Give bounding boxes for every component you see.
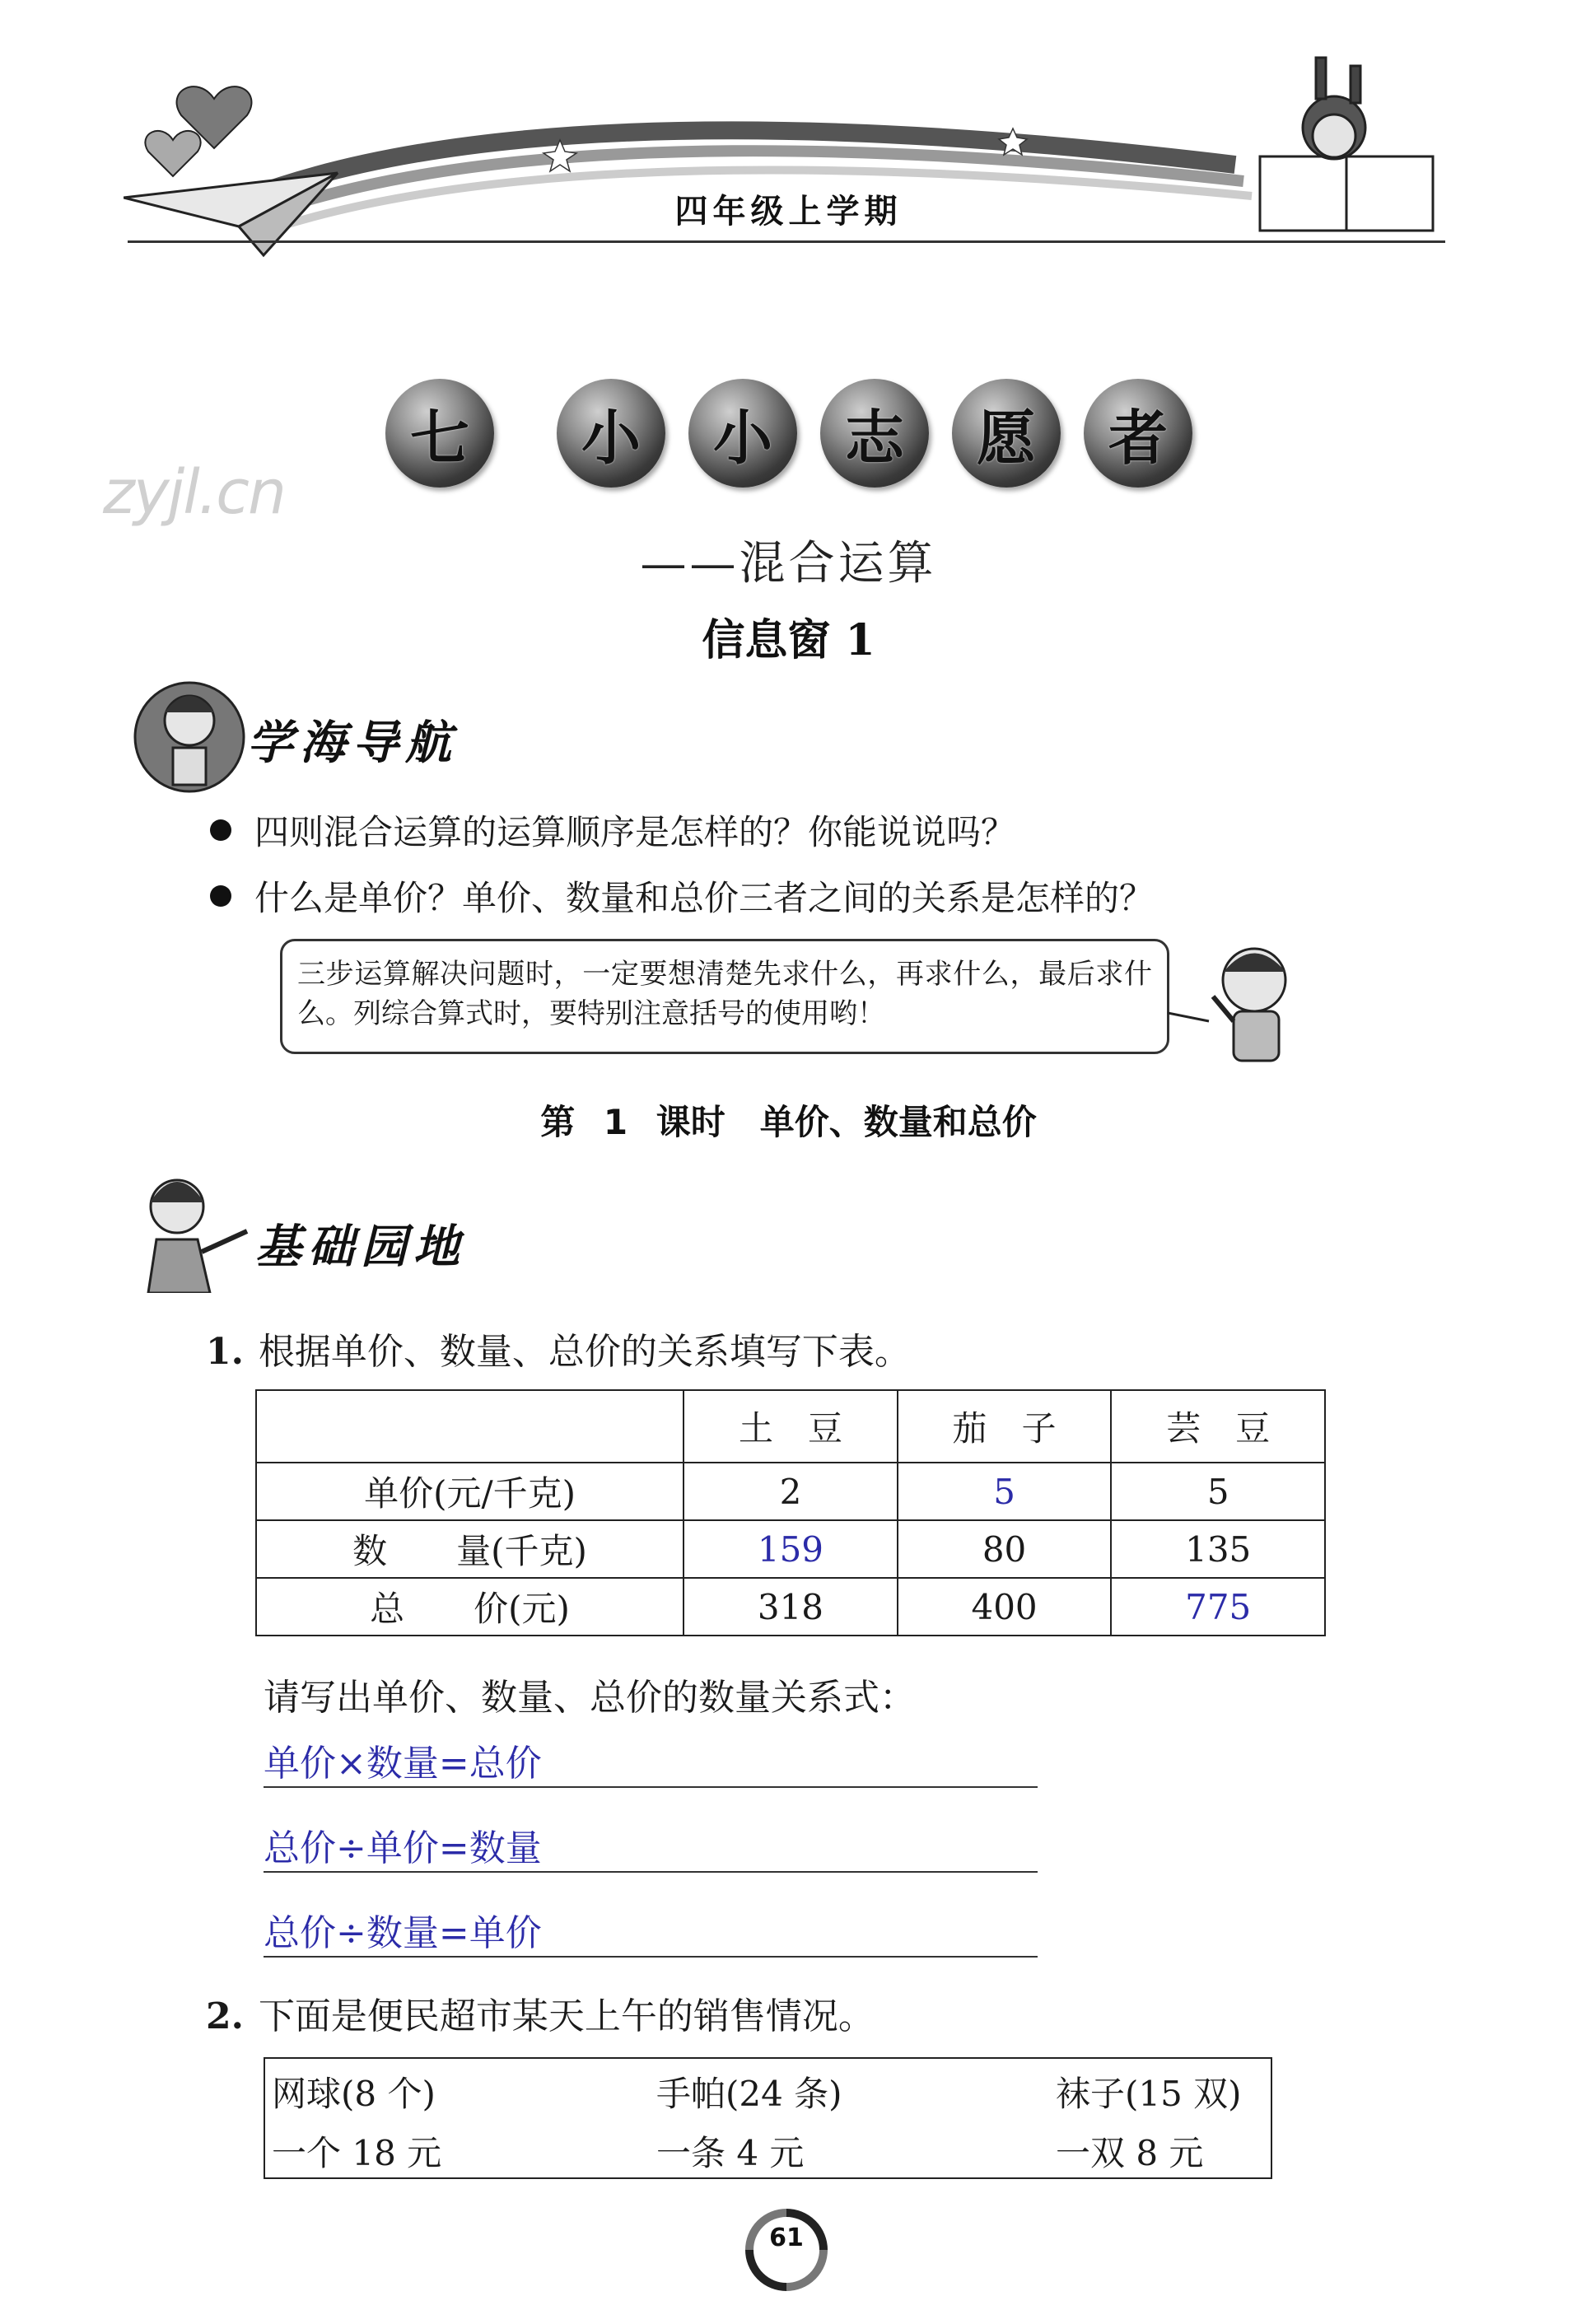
question-number: 2. [206,1995,244,2037]
answer-text: 总价÷数量=单价 [264,1912,542,1954]
study-nav-title: 学海导航 [247,716,458,770]
table-header-cell [256,1390,684,1463]
row-label: 单价(元/千克) [256,1463,684,1520]
question-text: 根据单价、数量、总价的关系填写下表。 [258,1331,911,1373]
watermark: zyjl.cn [103,457,285,528]
answer-cell: 775 [1111,1578,1325,1636]
chapter-char-2: 小 [557,379,665,488]
teacher-avatar-icon [132,1169,255,1293]
table-header-cell: 芸 豆 [1111,1390,1325,1463]
answer-text: 总价÷单价=数量 [264,1827,542,1869]
table-header-cell: 土 豆 [684,1390,898,1463]
table-cell: 80 [898,1520,1112,1578]
bullet-text: 什么是单价？单价、数量和总价三者之间的关系是怎样的？ [254,878,1155,918]
answer-line-3 [264,1903,1038,1958]
q2-sales-box [264,2057,1272,2179]
table-cell: 400 [898,1578,1112,1636]
basics-title: 基础园地 [255,1220,466,1274]
table-cell: 318 [684,1578,898,1636]
answer-cell: 159 [684,1520,898,1578]
page-number: 61 [769,2224,804,2252]
tip-text: 三步运算解决问题时，一定要想清楚先求什么，再求什么，最后求什么。列综合算式时，要特别注意括号的使用哟！ [297,958,1152,1030]
item-price: 一条 4 元 [656,2133,805,2173]
q1-table [255,1389,1326,1636]
bullet-dot-icon [210,885,231,907]
table-cell: 135 [1111,1520,1325,1578]
question-number: 1. [206,1331,244,1373]
chapter-char-4: 志 [820,379,929,488]
study-nav-bullet-2 [210,871,1154,921]
lesson-title: 第 1 课时 单价、数量和总价 [540,1102,1037,1142]
q2-text [206,1986,875,2039]
question-text: 下面是便民超市某天上午的销售情况。 [258,1995,875,2037]
chapter-char-6: 者 [1084,379,1192,488]
answer-line-1 [264,1734,1038,1788]
boy-waving-icon [1168,939,1316,1071]
header-title: 四年级上学期 [674,193,903,231]
header-divider [128,240,1445,243]
chapter-subtitle: ——混合运算 [640,537,937,590]
table-row [256,1520,1325,1578]
answer-cell: 5 [898,1463,1112,1520]
item-price: 一双 8 元 [1056,2133,1204,2173]
study-nav-bullet-1 [210,805,1015,855]
answer-text: 单价×数量=总价 [264,1743,542,1785]
table-cell: 2 [684,1463,898,1520]
table-header-row [256,1390,1325,1463]
table-cell: 5 [1111,1463,1325,1520]
q1-text [206,1322,911,1374]
row-label: 总 价(元) [256,1578,684,1636]
table-header-cell: 茄 子 [898,1390,1112,1463]
info-window-title: 信息窗 1 [702,615,875,665]
bullet-text: 四则混合运算的运算顺序是怎样的？你能说说吗？ [254,812,1016,852]
row-label: 数 量(千克) [256,1520,684,1578]
answer-line-2 [264,1818,1038,1873]
chapter-char-5: 愿 [952,379,1061,488]
item-name: 手帕(24 条) [656,2074,842,2114]
chapter-char-3: 小 [688,379,797,488]
chapter-char-1: 七 [385,379,494,488]
table-row [256,1463,1325,1520]
bullet-dot-icon [210,819,231,841]
item-name: 袜子(15 双) [1056,2074,1242,2114]
item-price: 一个 18 元 [272,2133,442,2173]
table-row [256,1578,1325,1636]
tip-speech-bubble [280,939,1169,1054]
item-name: 网球(8 个) [272,2074,436,2114]
student-avatar-icon [132,675,247,799]
q1-prompt: 请写出单价、数量、总价的数量关系式： [264,1677,916,1719]
